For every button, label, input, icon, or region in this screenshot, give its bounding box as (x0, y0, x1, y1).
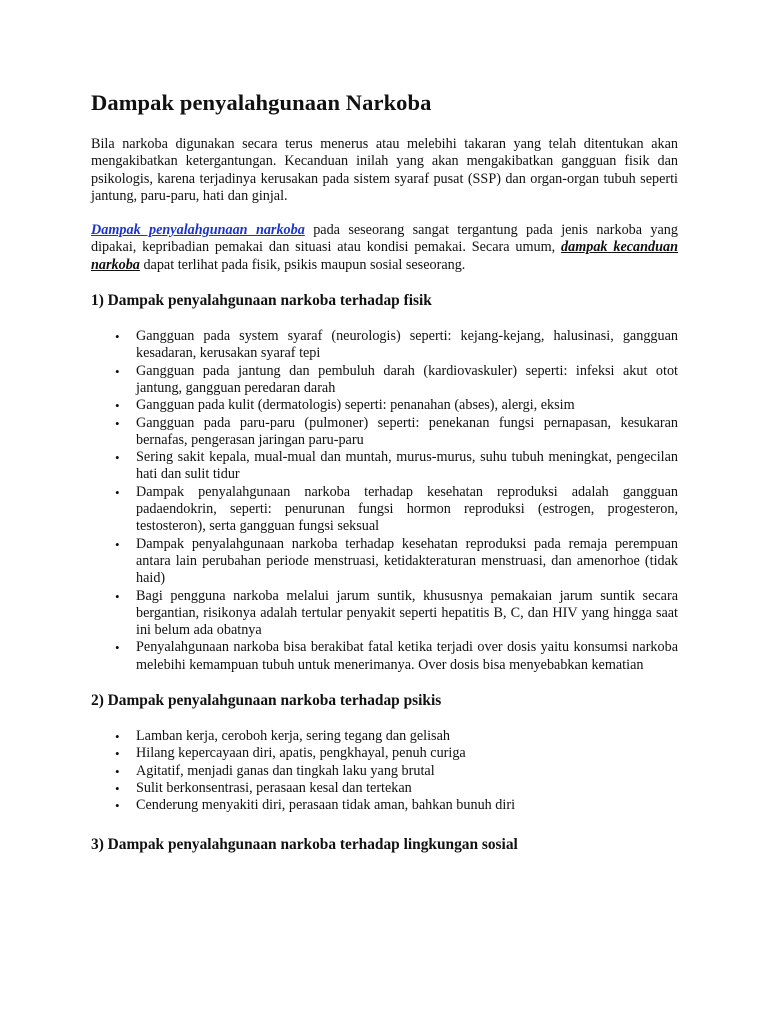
emphasis-phrase: dampak kecanduan narkoba (91, 239, 678, 273)
document-page (91, 88, 678, 872)
list-item (115, 414, 678, 450)
dampak-link[interactable]: Dampak penyalahgunaan narkoba (91, 222, 305, 239)
list-item (115, 639, 678, 674)
list-item-text: Bagi pengguna narkoba melalui jarum suntik, khususnya pemakaian jarum suntik secara bergantian, risikonya adalah tertular penyakit seperti hepatitis B, C, dan HIV yang hingga saat ini belum ada obatnya (136, 587, 678, 639)
section-heading-fisik: 1) Dampak penyalahgunaan narkoba terhadap fisik (91, 292, 432, 310)
bullet-icon: • (115, 415, 120, 431)
list-item (115, 745, 678, 762)
impact-text-2: dapat terlihat pada fisik, psikis maupun sosial seseorang. (139, 256, 466, 273)
section-heading-psikis: 2) Dampak penyalahgunaan narkoba terhadap psikis (91, 692, 442, 710)
intro-paragraph: Bila narkoba digunakan secara terus menerus atau melebihi takaran yang telah ditentukan akan mengakibatkan ketergantungan. Kecanduan inilah yang akan mengakibatkan gangguan fisik dan psikologis, karena terjadinya kerusakan pada sistem syaraf pusat (SSP) dan organ-organ tubuh seperti jantung, paru-paru, hati dan ginjal. (91, 136, 678, 204)
impact-paragraph (91, 222, 678, 274)
list-fisik (91, 328, 678, 674)
list-item-text: Gangguan pada jantung dan pembuluh darah (kardiovaskuler) seperti: infeksi akut otot jantung, gangguan peredaran darah (136, 362, 678, 396)
bullet-icon: • (115, 780, 120, 796)
bullet-icon: • (115, 329, 120, 345)
list-item (115, 728, 678, 745)
bullet-icon: • (115, 450, 120, 466)
section-heading-sosial: 3) Dampak penyalahgunaan narkoba terhadap lingkungan sosial (91, 835, 518, 853)
list-item (115, 779, 678, 797)
list-item-text: Sering sakit kepala, mual-mual dan muntah, murus-murus, suhu tubuh meningkat, pengecilan hati dan sulit tidur (136, 449, 678, 483)
bullet-icon: • (115, 763, 120, 779)
bullet-icon: • (115, 536, 120, 552)
list-item-text: Dampak penyalahgunaan narkoba terhadap kesehatan reproduksi pada remaja perempuan antara lain perubahan periode menstruasi, ketidakteraturan menstruasi, dan amenorhoe (tidak haid) (136, 535, 678, 587)
bullet-icon: • (115, 588, 120, 604)
list-item (115, 328, 678, 363)
list-item-text: Agitatif, menjadi ganas dan tingkah laku yang brutal (136, 762, 435, 779)
bullet-icon: • (115, 729, 120, 745)
bullet-icon: • (115, 798, 120, 814)
list-item-text: Gangguan pada kulit (dermatologis) seperti: penanahan (abses), alergi, eksim (136, 397, 575, 414)
list-item-text: Dampak penyalahgunaan narkoba terhadap kesehatan reproduksi adalah gangguan padaendokrin, seperti: penurunan fungsi hormon reproduksi (estrogen, progesteron, testosteron), serta gangguan fungsi seksual (136, 483, 678, 535)
list-item (115, 535, 678, 588)
list-item (115, 483, 678, 536)
list-psikis (91, 728, 678, 814)
list-item-text: Gangguan pada system syaraf (neurologis) seperti: kejang-kejang, halusinasi, gangguan kesadaran, kerusakan syaraf tepi (136, 328, 678, 362)
bullet-icon: • (115, 484, 120, 500)
list-item-text: Sulit berkonsentrasi, perasaan kesal dan tertekan (136, 779, 412, 796)
list-item-text: Penyalahgunaan narkoba bisa berakibat fatal ketika terjadi over dosis yaitu konsumsi narkoba melebihi kemampuan tubuh untuk menerimanya. Over dosis bisa menyebabkan kematian (136, 639, 678, 673)
impact-text-1: pada seseorang sangat tergantung pada jenis narkoba yang dipakai, kepribadian pemakai dan situasi atau kondisi pemakai. Secara umum, (91, 222, 678, 256)
list-item (115, 449, 678, 484)
list-item (115, 762, 678, 780)
list-item-text: Gangguan pada paru-paru (pulmoner) seperti: penekanan fungsi pernapasan, kesukaran bernafas, pengerasan jaringan paru-paru (136, 414, 678, 448)
list-item (115, 362, 678, 398)
list-item-text: Hilang kepercayaan diri, apatis, pengkhayal, penuh curiga (136, 745, 466, 762)
list-item (115, 587, 678, 640)
bullet-icon: • (115, 746, 120, 762)
bullet-icon: • (115, 398, 120, 414)
list-item-text: Cenderung menyakiti diri, perasaan tidak aman, bahkan bunuh diri (136, 797, 516, 814)
list-item (115, 797, 678, 814)
page-title: Dampak penyalahgunaan Narkoba (91, 90, 432, 115)
bullet-icon: • (115, 363, 120, 379)
bullet-icon: • (115, 640, 120, 656)
list-item (115, 397, 678, 414)
list-item-text: Lamban kerja, ceroboh kerja, sering tegang dan gelisah (136, 728, 450, 745)
